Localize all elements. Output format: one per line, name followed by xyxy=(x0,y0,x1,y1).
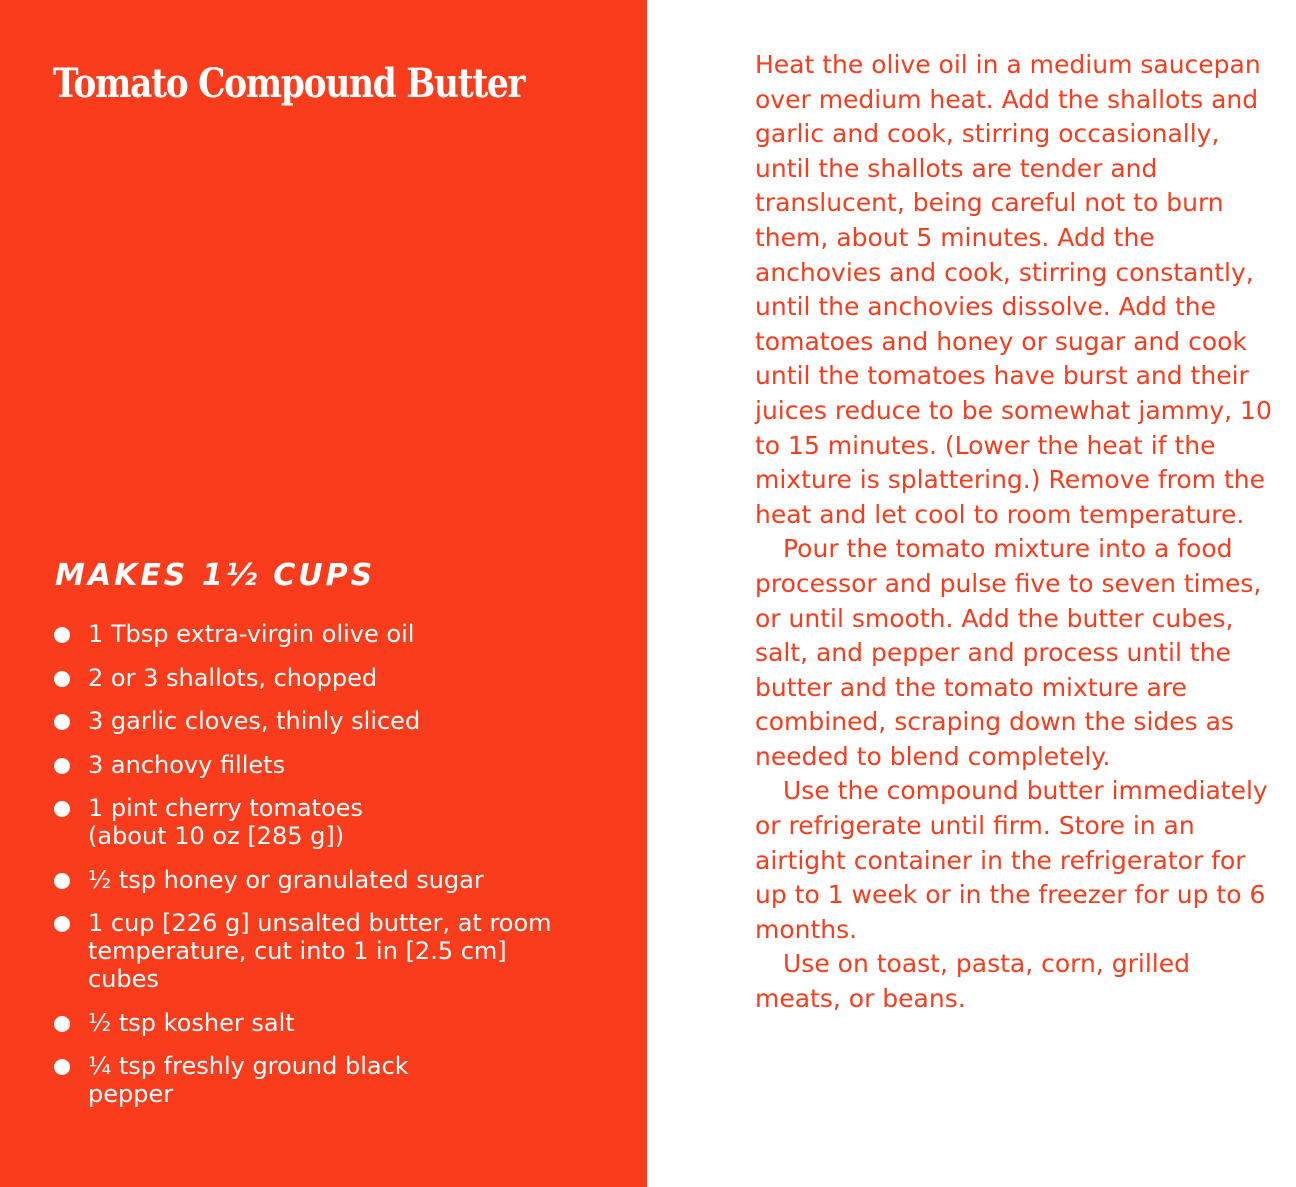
ingredient-item xyxy=(52,620,612,648)
ingredient-item xyxy=(52,751,612,779)
ingredient-item xyxy=(52,664,612,692)
method-panel xyxy=(755,48,1275,1017)
ingredient-item xyxy=(52,794,418,850)
method-text xyxy=(755,48,1275,1017)
bullet-icon xyxy=(54,627,70,643)
ingredient-text: 1 cup [226 g] unsalted butter, at room temperature, cut into 1 in [2.5 cm] cubes xyxy=(88,909,552,993)
recipe-title: Tomato Compound Butter xyxy=(53,60,525,107)
bullet-icon xyxy=(54,873,70,889)
ingredient-text: 3 garlic cloves, thinly sliced xyxy=(88,707,421,735)
ingredient-text: 1 Tbsp extra-virgin olive oil xyxy=(88,620,415,648)
ingredient-list xyxy=(52,620,612,1124)
bullet-icon xyxy=(54,758,70,774)
method-paragraph: Heat the olive oil in a medium saucepan over medium heat. Add the shallots and garlic and cook, stirring occasionally, until the shallots are tender and translucent, being careful not to burn them, about 5 minutes. Add the anchovies and cook, stirring constantly, until the anchovies dissolve. Add the tomatoes and honey or sugar and cook until the tomatoes have burst and their juices reduce to be somewhat jammy, 10 to 15 minutes. (Lower the heat if the mixture is splattering.) Remove from the heat and let cool to room temperature. xyxy=(755,50,1272,529)
method-paragraph: Use on toast, pasta, corn, grilled meats, or beans. xyxy=(755,949,1190,1014)
ingredient-item xyxy=(52,1052,488,1108)
bullet-icon xyxy=(54,714,70,730)
ingredient-text: ½ tsp kosher salt xyxy=(88,1008,295,1037)
bullet-icon xyxy=(54,801,70,817)
bullet-icon xyxy=(54,1059,70,1075)
ingredient-text: ¼ tsp freshly ground black pepper xyxy=(88,1052,409,1108)
ingredient-text: 2 or 3 shallots, chopped xyxy=(88,663,378,692)
ingredient-item xyxy=(52,866,612,894)
ingredients-panel xyxy=(0,0,647,1187)
bullet-icon xyxy=(54,1016,70,1032)
bullet-icon xyxy=(54,916,70,932)
ingredient-item xyxy=(52,909,558,993)
method-paragraph: Use the compound butter immediately or refrigerate until firm. Store in an airtight container in the refrigerator for up to 1 week or in the freezer for up to 6 months. xyxy=(755,776,1268,944)
bullet-icon xyxy=(54,671,70,687)
ingredient-text: 3 anchovy fillets xyxy=(88,750,286,779)
ingredient-item xyxy=(52,1009,612,1037)
method-paragraph: Pour the tomato mixture into a food processor and pulse five to seven times, or until smooth. Add the butter cubes, salt, and pepper and process until the butter and the tomato mixture are combined, scraping down the sides as needed to blend completely. xyxy=(755,534,1262,771)
ingredient-text: ½ tsp honey or granulated sugar xyxy=(88,865,484,894)
ingredient-item xyxy=(52,707,612,735)
recipe-yield: MAKES 1½ CUPS xyxy=(55,558,376,593)
ingredient-text: 1 pint cherry tomatoes (about 10 oz [285 g]) xyxy=(88,794,363,850)
